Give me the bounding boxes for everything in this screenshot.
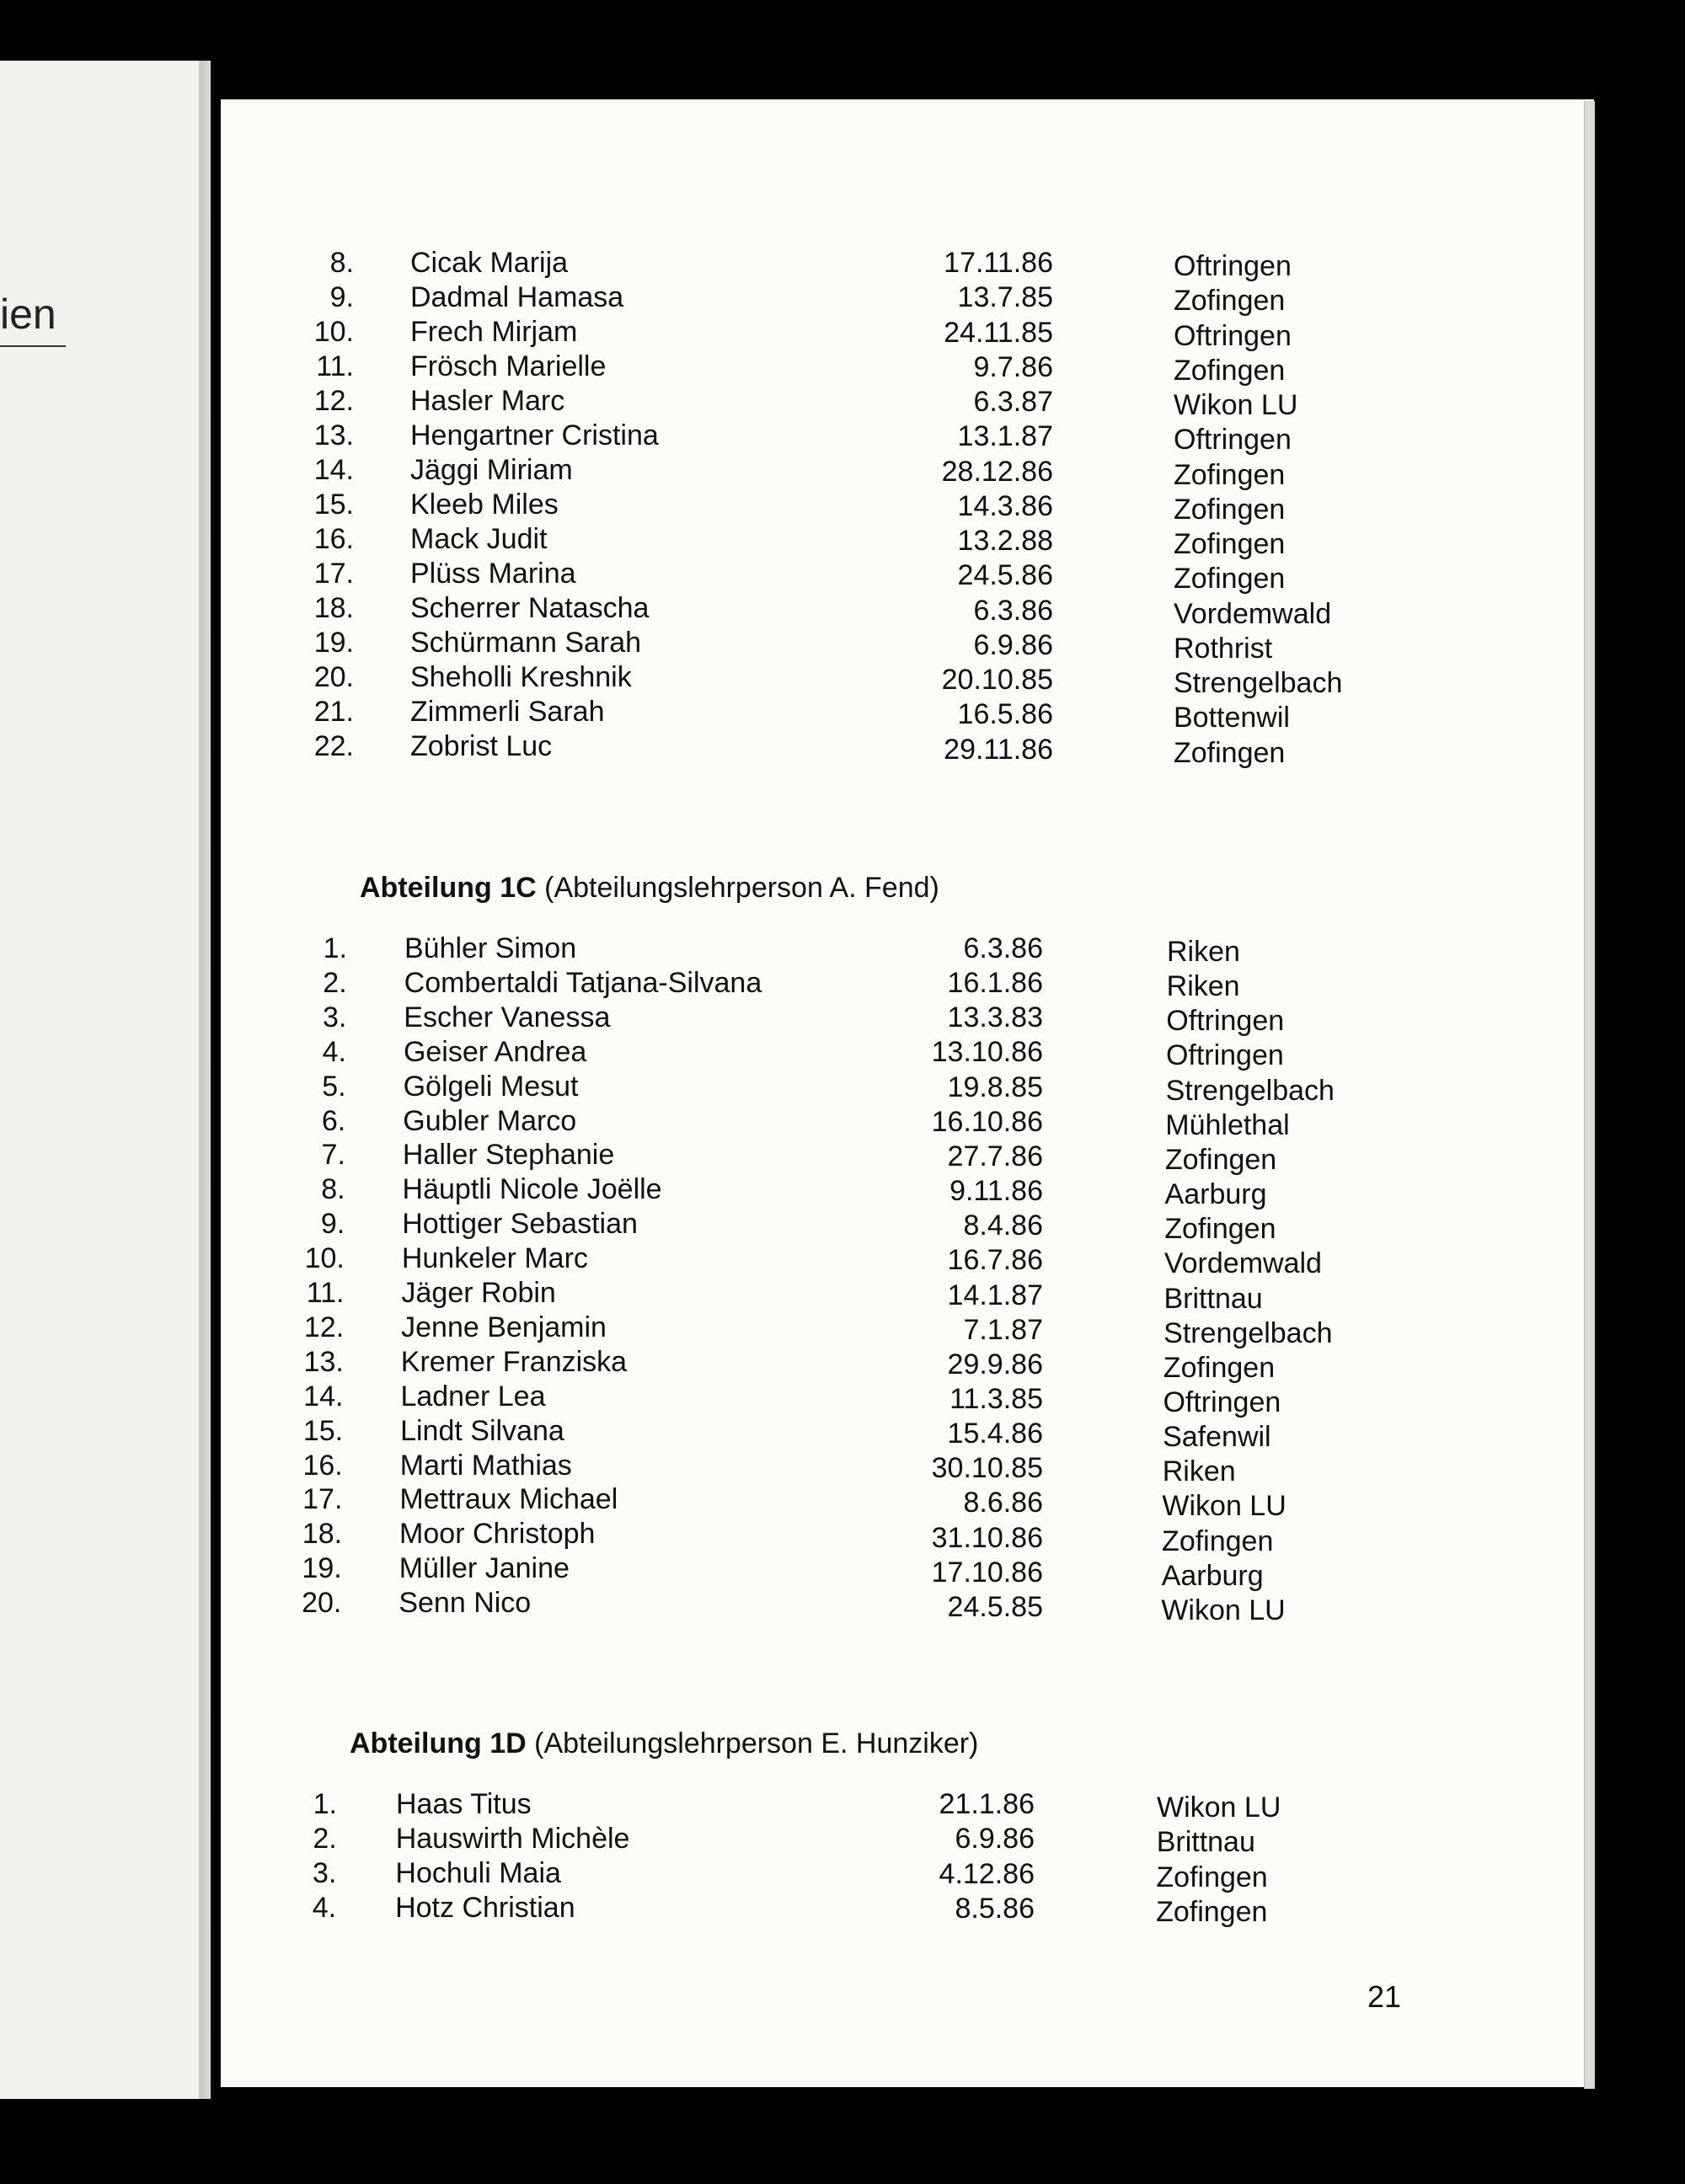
row-number: 8. [321,1173,345,1206]
row-number: 13. [303,1345,344,1378]
home-town: Zofingen [1174,285,1286,318]
birth-date: 24.5.86 [957,559,1053,592]
student-row [0,1104,1685,1141]
home-town: Brittnau [1163,1282,1263,1315]
row-number: 17. [302,1483,343,1516]
student-name: Mettraux Michael [399,1483,618,1516]
student-row [0,591,1685,630]
section-teacher: (Abteilungslehrperson A. Fend) [544,872,939,904]
student-name: Hotz Christian [395,1892,575,1924]
student-row [0,1517,1685,1557]
page-number: 21 [1367,1979,1402,2014]
row-number: 12. [303,1311,345,1343]
row-number: 9. [320,1208,345,1241]
student-name: Müller Janine [399,1552,570,1585]
student-row [0,384,1685,421]
student-name: Senn Nico [399,1587,532,1620]
left-page-heading-fragment: ien [0,291,56,338]
student-row [0,1311,1685,1349]
home-town: Zofingen [1174,493,1286,526]
row-number: 10. [304,1242,345,1275]
home-town: Oftringen [1174,319,1292,352]
student-row [0,1856,1685,1893]
birth-date: 27.7.86 [947,1140,1043,1172]
student-name: Cicak Marija [410,247,569,279]
home-town: Oftringen [1174,424,1292,457]
birth-date: 11.3.85 [949,1382,1043,1415]
birth-date: 17.11.86 [944,247,1053,279]
row-number: 17. [313,558,354,590]
student-name: Sheholli Kreshnik [410,661,632,693]
row-number: 7. [321,1139,345,1172]
student-name: Frech Mirjam [410,316,578,348]
row-number: 4. [312,1892,337,1924]
student-name: Ladner Lea [400,1380,546,1412]
row-number: 11. [316,350,354,382]
student-name: Haas Titus [396,1788,532,1820]
student-name: Scherrer Natascha [410,592,650,624]
row-number: 22. [313,730,354,762]
student-name: Häuptli Nicole Joëlle [402,1173,662,1206]
row-number: 20. [302,1587,342,1620]
row-number: 1. [323,932,347,964]
student-row [0,626,1685,665]
student-row [0,522,1685,560]
home-town: Zofingen [1174,458,1286,491]
student-name: Hunkeler Marc [401,1242,588,1275]
student-row [0,1414,1685,1454]
row-number: 14. [313,454,354,486]
section-title: Abteilung 1C [360,872,537,904]
birth-date: 14.3.86 [957,489,1053,522]
student-name: Gubler Marco [403,1104,577,1137]
row-number: 15. [302,1414,344,1447]
student-row [0,1586,1685,1626]
birth-date: 6.3.86 [973,594,1053,627]
birth-date: 6.9.86 [973,628,1053,661]
student-name: Schürmann Sarah [410,627,642,659]
row-number: 8. [329,247,354,279]
student-row [0,1035,1685,1072]
home-town: Zofingen [1174,736,1286,769]
student-name: Kremer Franziska [400,1345,628,1378]
home-town: Oftringen [1163,1386,1281,1418]
birth-date: 13.3.83 [947,1001,1043,1034]
row-number: 6. [321,1104,346,1137]
student-name: Jenne Benjamin [401,1311,607,1343]
student-name: Jäggi Miriam [410,454,573,486]
student-row [0,453,1685,491]
row-number: 19. [313,627,354,659]
student-row [0,1822,1685,1859]
birth-date: 16.10.86 [931,1105,1043,1138]
student-row [0,315,1685,352]
student-name: Combertaldi Tatjana-Silvana [404,966,762,999]
home-town: Zofingen [1163,1351,1276,1384]
home-town: Oftringen [1174,250,1292,282]
student-name: Dadmal Hamasa [410,281,624,313]
section-heading-1c [360,871,939,905]
student-row [0,660,1685,699]
student-name: Haller Stephanie [402,1139,615,1172]
student-name: Hasler Marc [410,385,565,417]
birth-date: 6.3.87 [973,386,1053,418]
student-row [0,1138,1685,1176]
row-number: 2. [313,1823,337,1855]
home-town: Zofingen [1174,354,1286,387]
home-town: Zofingen [1174,528,1286,560]
row-number: 5. [322,1070,346,1103]
student-name: Zobrist Luc [410,730,553,762]
student-name: Kleeb Miles [410,489,559,521]
birth-date: 13.2.88 [957,525,1053,557]
student-name: Bühler Simon [404,932,577,964]
student-row [0,1380,1685,1418]
student-row [0,1482,1685,1523]
student-row [0,419,1685,457]
row-number: 4. [322,1035,346,1068]
row-number: 18. [313,592,354,624]
birth-date: 8.5.86 [955,1892,1035,1925]
home-town: Zofingen [1156,1861,1268,1893]
birth-date: 30.10.85 [931,1452,1043,1485]
student-name: Lindt Silvana [400,1414,564,1447]
row-number: 11. [306,1277,345,1309]
student-row [0,488,1685,526]
student-row [0,1449,1685,1488]
student-name: Jäger Robin [401,1277,556,1309]
birth-date: 19.8.85 [947,1071,1043,1103]
home-town: Wikon LU [1174,389,1298,421]
home-town: Zofingen [1164,1213,1276,1246]
home-town: Wikon LU [1157,1792,1281,1824]
student-row [0,1242,1685,1280]
birth-date: 14.1.87 [947,1279,1043,1311]
student-name: Hochuli Maia [395,1857,561,1889]
student-name: Hengartner Cristina [410,419,659,451]
birth-date: 29.11.86 [944,733,1053,766]
birth-date: 9.11.86 [949,1175,1043,1208]
student-row [0,729,1685,769]
student-name: Hauswirth Michèle [395,1823,630,1855]
birth-date: 31.10.86 [931,1521,1043,1554]
birth-date: 13.10.86 [931,1036,1043,1069]
student-row [0,1172,1685,1211]
home-town: Brittnau [1156,1826,1255,1859]
row-number: 12. [313,385,354,417]
student-name: Gölgeli Mesut [403,1070,579,1103]
student-row [0,1276,1685,1315]
student-row [0,932,1685,968]
home-town: Riken [1167,936,1240,968]
home-town: Bottenwil [1174,702,1290,734]
birth-date: 8.4.86 [963,1209,1043,1242]
birth-date: 16.5.86 [957,698,1053,731]
birth-date: 17.10.86 [931,1556,1043,1589]
birth-date: 16.1.86 [947,967,1043,1000]
birth-date: 13.7.85 [957,281,1053,314]
home-town: Oftringen [1166,1005,1285,1038]
row-number: 20. [313,661,354,693]
student-row [0,350,1685,387]
home-town: Zofingen [1156,1895,1268,1928]
home-town: Oftringen [1165,1039,1284,1072]
student-name: Zimmerli Sarah [410,696,605,728]
row-number: 3. [322,1001,347,1033]
row-number: 10. [313,316,354,348]
home-town: Wikon LU [1161,1594,1286,1626]
birth-date: 7.1.87 [963,1313,1043,1346]
home-town: Riken [1166,970,1240,1003]
home-town: Aarburg [1164,1178,1267,1211]
student-name: Hottiger Sebastian [402,1208,638,1241]
student-row [0,1345,1685,1384]
row-number: 2. [323,966,347,999]
student-row [0,695,1685,734]
birth-date: 28.12.86 [941,455,1053,488]
student-row [0,246,1685,280]
birth-date: 6.3.86 [963,932,1043,964]
student-name: Escher Vanessa [404,1001,611,1033]
student-row [0,966,1685,1003]
home-town: Vordemwald [1174,597,1332,630]
section-teacher: (Abteilungslehrperson E. Hunziker) [534,1727,979,1759]
home-town: Mühlethal [1165,1108,1290,1141]
birth-date: 13.1.87 [957,420,1053,453]
section-heading-1d [350,1727,978,1760]
student-row [0,557,1685,595]
row-number: 16. [302,1449,343,1482]
student-row [0,1207,1685,1246]
home-town: Aarburg [1161,1559,1264,1592]
student-row [0,1891,1685,1928]
row-number: 15. [313,489,354,521]
row-number: 1. [313,1788,337,1820]
home-town: Zofingen [1164,1143,1277,1176]
row-number: 13. [313,419,354,451]
student-row [0,1787,1685,1824]
birth-date: 8.6.86 [963,1487,1043,1519]
birth-date: 6.9.86 [955,1823,1035,1856]
home-town: Riken [1162,1455,1236,1488]
birth-date: 24.11.85 [944,316,1053,349]
home-town: Zofingen [1162,1525,1274,1557]
student-row [0,1551,1685,1592]
section-title: Abteilung 1D [350,1727,527,1759]
row-number: 21. [313,696,354,728]
student-name: Mack Judit [410,523,548,555]
home-town: Safenwil [1163,1421,1271,1454]
student-name: Geiser Andrea [403,1035,587,1068]
home-town: Rothrist [1174,632,1273,665]
student-name: Frösch Marielle [410,350,607,382]
home-town: Vordemwald [1163,1247,1322,1280]
birth-date: 15.4.86 [947,1418,1043,1450]
birth-date: 20.10.85 [941,664,1053,696]
birth-date: 16.7.86 [947,1244,1043,1277]
row-number: 18. [302,1518,343,1551]
student-row [0,1001,1685,1038]
row-number: 3. [313,1857,337,1889]
birth-date: 9.7.86 [973,350,1053,383]
row-number: 16. [313,523,354,555]
birth-date: 21.1.86 [939,1788,1035,1820]
home-town: Strengelbach [1165,1074,1335,1107]
home-town: Strengelbach [1163,1316,1333,1349]
home-town: Zofingen [1174,563,1286,595]
row-number: 19. [302,1552,342,1585]
row-number: 14. [303,1380,344,1412]
birth-date: 29.9.86 [947,1348,1043,1380]
student-name: Marti Mathias [399,1449,572,1482]
student-row [0,1070,1685,1107]
student-name: Plüss Marina [410,558,576,590]
row-number: 9. [329,281,354,313]
home-town: Strengelbach [1174,667,1343,699]
student-name: Moor Christoph [399,1518,596,1551]
birth-date: 4.12.86 [939,1857,1035,1890]
home-town: Wikon LU [1162,1490,1286,1523]
birth-date: 24.5.85 [947,1590,1043,1623]
